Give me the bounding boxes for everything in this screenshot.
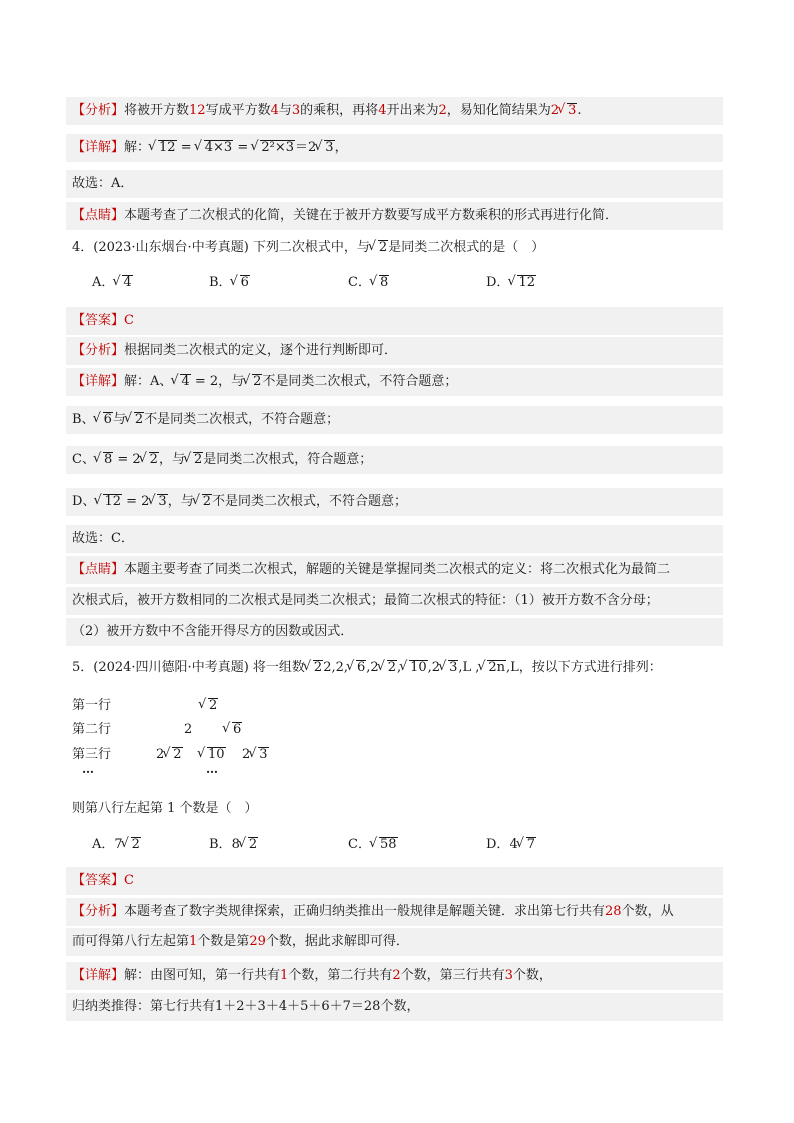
comment-text: （2）被开方数中不含能开得尽方的因数或因式． bbox=[72, 624, 354, 639]
text: B、 bbox=[72, 412, 95, 427]
q5-option-c[interactable] bbox=[348, 831, 398, 859]
option-label: A． bbox=[92, 275, 115, 290]
row2-value-1: 2 bbox=[184, 722, 193, 737]
number: 1 bbox=[280, 968, 289, 983]
option-label: D． bbox=[486, 837, 510, 852]
q5-induction-line bbox=[66, 993, 723, 1021]
q5-answer-line bbox=[66, 867, 723, 895]
sqrt bbox=[173, 368, 190, 396]
text: 个数，据此求解即可得． bbox=[265, 934, 409, 949]
row-label-1: 第一行 bbox=[72, 698, 112, 713]
text: 个数，从 bbox=[621, 904, 674, 919]
sqrt bbox=[96, 406, 113, 434]
sqrt bbox=[380, 654, 397, 682]
text: . bbox=[577, 103, 582, 118]
comment-text: 本题主要考查了同类二次根式，解题的关键是掌握同类二次根式的定义：将二次根式化为最简二 bbox=[124, 562, 671, 577]
radicand: 7 bbox=[526, 837, 535, 852]
q4-option-d[interactable] bbox=[486, 269, 536, 297]
q3-choice-line bbox=[66, 170, 723, 198]
sqrt bbox=[251, 743, 268, 767]
q5-analysis-line-1 bbox=[66, 898, 723, 926]
sqrt bbox=[519, 831, 536, 859]
radicand: 10 bbox=[208, 747, 225, 762]
text: 是同类二次根式，符合题意； bbox=[203, 452, 373, 467]
option-label: A． bbox=[92, 837, 115, 852]
number: 4 bbox=[270, 103, 279, 118]
q5-option-d[interactable] bbox=[486, 831, 536, 859]
radicand: 12 bbox=[159, 140, 176, 155]
number: 28 bbox=[605, 904, 622, 919]
comment-tag: 【点睛】 bbox=[72, 562, 125, 577]
row-label-2: 第二行 bbox=[72, 722, 112, 737]
q5-question bbox=[72, 795, 722, 823]
option-label: D． bbox=[486, 275, 510, 290]
text: 将被开方数 bbox=[124, 103, 190, 118]
text: 解：A、 bbox=[124, 374, 173, 389]
analysis-tag: 【分析】 bbox=[72, 343, 125, 358]
text: 个数，第三行共有 bbox=[400, 968, 505, 983]
q4-detail-line-1 bbox=[66, 368, 723, 396]
option-label: C． bbox=[348, 837, 371, 852]
sqrt bbox=[96, 446, 113, 474]
sqrt bbox=[441, 654, 458, 682]
q4-choice-line bbox=[66, 525, 723, 553]
radicand: 8 bbox=[379, 275, 389, 290]
text: ，按以下方式进行排列： bbox=[518, 660, 662, 675]
sqrt bbox=[115, 269, 132, 297]
text: 不是同类二次根式，不符合题意； bbox=[262, 374, 458, 389]
number: 29 bbox=[249, 934, 266, 949]
text: ＝2 bbox=[295, 140, 317, 155]
analysis-tag: 【分析】 bbox=[72, 904, 125, 919]
sqrt bbox=[253, 134, 295, 162]
detail-tag: 【详解】 bbox=[72, 968, 125, 983]
sqrt bbox=[96, 488, 122, 516]
text: 4．(2023·山东烟台·中考真题) 下列二次根式中，与 bbox=[72, 240, 370, 255]
comment-tag: 【点睛】 bbox=[72, 208, 125, 223]
number: 2 bbox=[550, 103, 560, 118]
text: 的乘积，再将 bbox=[300, 103, 379, 118]
sqrt bbox=[124, 831, 141, 859]
text: 解： bbox=[124, 140, 151, 155]
detail-tag: 【详解】 bbox=[72, 140, 125, 155]
sqrt bbox=[480, 654, 506, 682]
radicand: 2²×3 bbox=[261, 140, 295, 155]
sqrt bbox=[245, 368, 262, 396]
number: 3 bbox=[291, 103, 301, 118]
coef: 8 bbox=[231, 837, 240, 852]
radicand: 4 bbox=[181, 374, 190, 389]
radicand: 6 bbox=[233, 722, 242, 737]
detail-tag: 【详解】 bbox=[72, 374, 125, 389]
row2-value-2 bbox=[224, 718, 242, 742]
radicand: 3 bbox=[158, 494, 167, 509]
sqrt bbox=[372, 269, 389, 297]
row-label-3: 第三行 bbox=[72, 747, 112, 762]
radicand: 2 bbox=[209, 698, 218, 713]
text: 而可得第八行左起第 bbox=[72, 934, 190, 949]
answer-value: C bbox=[124, 873, 134, 888]
text: 个数， bbox=[512, 968, 552, 983]
radicand: 2 bbox=[313, 660, 323, 675]
radicand: 2 bbox=[193, 452, 203, 467]
radicand: 2 bbox=[134, 412, 144, 427]
analysis-text: 根据同类二次根式的定义，逐个进行判断即可． bbox=[124, 343, 398, 358]
text: ， bbox=[334, 140, 348, 155]
text: 是同类二次根式的是（ ） bbox=[388, 240, 545, 255]
ellipsis-left: … bbox=[82, 762, 95, 776]
option-label: B． bbox=[209, 837, 232, 852]
text: 不是同类二次根式，不符合题意； bbox=[144, 412, 340, 427]
text: = bbox=[176, 140, 196, 155]
radicand: 3 bbox=[259, 747, 268, 762]
text: = 2 bbox=[121, 494, 150, 509]
radicand: 2 bbox=[378, 240, 388, 255]
q5-option-b[interactable] bbox=[209, 831, 258, 859]
q4-stem bbox=[72, 234, 722, 262]
text: 写成平方数 bbox=[205, 103, 271, 118]
radicand: 4×3 bbox=[204, 140, 233, 155]
comment-text: 本题考查了二次根式的化简，关键在于被开方数要写成平方数乘积的形式再进行化简． bbox=[124, 208, 619, 223]
radicand: 2 bbox=[387, 660, 396, 675]
number: 2 bbox=[438, 103, 447, 118]
number: 3 bbox=[504, 968, 513, 983]
radicand: 2 bbox=[202, 494, 211, 509]
row1-value-1 bbox=[200, 694, 218, 718]
number: 4 bbox=[378, 103, 387, 118]
text: C、 bbox=[72, 452, 95, 467]
text: 个数，第二行共有 bbox=[288, 968, 393, 983]
q5-stem: 5．(2024·四川德阳·中考真题) 将一组数√ 22,2,√ 6,2√ 2,√ 10,2√ 3,L ,√ 2n,L，按以下方式进行排列： bbox=[72, 654, 722, 682]
text: ,L bbox=[506, 660, 519, 675]
row3-value-3 bbox=[242, 743, 269, 767]
q3-comment-line bbox=[66, 202, 723, 230]
sqrt bbox=[306, 654, 323, 682]
radicand: 6 bbox=[240, 275, 249, 290]
coef: 4 bbox=[509, 837, 518, 852]
text: 本题考查了数字类规律探索，正确归纳类推出一般规律是解题关键．求出第七行共有 bbox=[124, 904, 606, 919]
induction-text: 归纳类推得：第七行共有1＋2＋3＋4＋5＋6＋7＝28个数， bbox=[72, 999, 420, 1014]
radicand: 10 bbox=[410, 660, 427, 675]
sqrt bbox=[197, 134, 233, 162]
q4-option-c[interactable] bbox=[348, 269, 389, 297]
sqrt bbox=[510, 269, 536, 297]
q4-analysis-line bbox=[66, 337, 723, 365]
text: D、 bbox=[72, 494, 96, 509]
sqrt bbox=[241, 831, 258, 859]
q4-detail-line-2 bbox=[66, 406, 723, 434]
radicand: 3 bbox=[325, 140, 334, 155]
radicand: 58 bbox=[379, 837, 397, 852]
radicand: 6 bbox=[357, 660, 366, 675]
q4-detail-line-4 bbox=[66, 488, 723, 516]
q4-answer-line bbox=[66, 307, 723, 335]
sqrt bbox=[371, 234, 388, 262]
text: 与 bbox=[112, 412, 126, 427]
text: ,2 bbox=[366, 660, 379, 675]
text: 与 bbox=[278, 103, 292, 118]
sqrt bbox=[372, 831, 398, 859]
coef: 2 bbox=[156, 747, 165, 762]
radicand: 8 bbox=[103, 452, 113, 467]
row3-value-1 bbox=[156, 743, 183, 767]
radicand: 2 bbox=[131, 837, 140, 852]
sqrt bbox=[317, 134, 334, 162]
text: ,2 bbox=[427, 660, 441, 675]
sqrt bbox=[165, 743, 182, 767]
q4-option-a[interactable] bbox=[92, 269, 133, 297]
sqrt bbox=[225, 718, 242, 742]
text: 2,2, bbox=[323, 660, 348, 675]
radicand: 6 bbox=[103, 412, 112, 427]
number: 2 bbox=[392, 968, 401, 983]
coef: 7 bbox=[114, 837, 123, 852]
answer-tag: 【答案】 bbox=[72, 873, 125, 888]
number: 12 bbox=[189, 103, 206, 118]
q4-comment-line-2 bbox=[66, 587, 723, 615]
ellipsis-center: … bbox=[206, 762, 219, 776]
sqrt bbox=[402, 654, 428, 682]
q5-analysis-line-2 bbox=[66, 928, 723, 956]
coef: 2 bbox=[242, 747, 251, 762]
q3-detail-line bbox=[66, 134, 723, 162]
radicand: 2 bbox=[149, 452, 158, 467]
sqrt bbox=[560, 97, 577, 125]
option-label: B． bbox=[209, 275, 232, 290]
analysis-tag: 【分析】 bbox=[72, 103, 125, 118]
text: 5．(2024·四川德阳·中考真题) 将一组数 bbox=[72, 660, 305, 675]
choice-text: 故选：C． bbox=[72, 531, 134, 546]
q4-option-b[interactable] bbox=[209, 269, 250, 297]
number: 1 bbox=[189, 934, 198, 949]
text: = bbox=[233, 140, 253, 155]
q4-detail-line-3 bbox=[66, 446, 723, 474]
radicand: 12 bbox=[518, 275, 535, 290]
text: 不是同类二次根式，不符合题意； bbox=[212, 494, 408, 509]
radicand: 4 bbox=[123, 275, 132, 290]
sqrt bbox=[201, 694, 218, 718]
text: ，与 bbox=[158, 452, 185, 467]
q5-option-a[interactable] bbox=[92, 831, 141, 859]
text: = 2 bbox=[113, 452, 141, 467]
sqrt bbox=[150, 488, 167, 516]
text: = 2，与 bbox=[190, 374, 245, 389]
sqrt bbox=[195, 488, 212, 516]
radicand: 2n bbox=[488, 660, 506, 675]
sqrt bbox=[127, 406, 144, 434]
choice-text: 故选：A． bbox=[72, 176, 134, 191]
text: 个数是第 bbox=[197, 934, 250, 949]
answer-tag: 【答案】 bbox=[72, 313, 125, 328]
sqrt bbox=[186, 446, 203, 474]
sqrt bbox=[349, 654, 366, 682]
q4-comment-line-1 bbox=[66, 556, 723, 584]
comment-text: 次根式后，被开方数相同的二次根式是同类二次根式；最简二次根式的特征：（1）被开方数不含分母； bbox=[72, 593, 659, 608]
text: ，与 bbox=[167, 494, 194, 509]
q4-comment-line-3 bbox=[66, 618, 723, 646]
radicand: 2 bbox=[173, 747, 182, 762]
radicand: 3 bbox=[449, 660, 458, 675]
text: 解：由图可知，第一行共有 bbox=[124, 968, 281, 983]
answer-value: C bbox=[124, 313, 134, 328]
radicand: 2 bbox=[248, 837, 258, 852]
text: 开出来为 bbox=[386, 103, 439, 118]
option-label: C． bbox=[348, 275, 371, 290]
question-text: 则第八行左起第 1 个数是（ ） bbox=[72, 801, 258, 816]
sqrt bbox=[142, 446, 159, 474]
text: ，易知化简结果为 bbox=[446, 103, 551, 118]
sqrt bbox=[151, 134, 177, 162]
q5-detail-line bbox=[66, 962, 723, 990]
radicand: 12 bbox=[104, 494, 121, 509]
radicand: 3 bbox=[568, 103, 577, 118]
radicand: 2 bbox=[253, 374, 262, 389]
q3-analysis-line bbox=[66, 97, 723, 125]
sqrt bbox=[233, 269, 250, 297]
